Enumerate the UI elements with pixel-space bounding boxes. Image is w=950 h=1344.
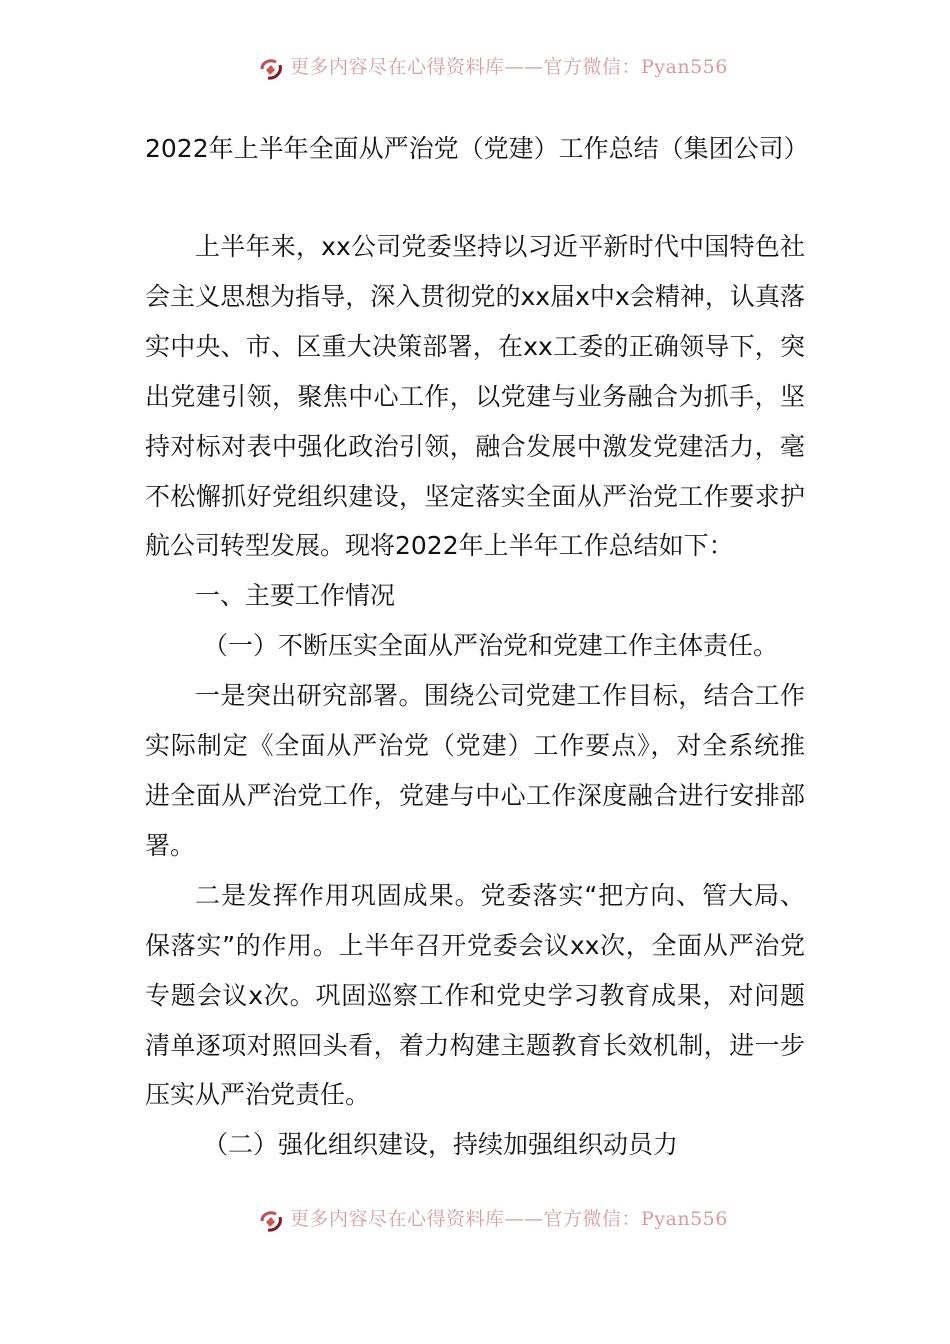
subsection-heading: （一）不断压实全面从严治党和党建工作主体责任。 [203, 631, 779, 661]
watermark-text: 更多内容尽在心得资料库——官方微信：Pyan556 [290, 55, 728, 78]
body-paragraph: 一是突出研究部署。围绕公司党建工作目标，结合工作实际制定《全面从严治党（党建）工作要点》，对全系统推进全面从严治党工作，党建与中心工作深度融合进行安排部署。 [145, 681, 805, 860]
subsection-heading: （二）强化组织建设，持续加强组织动员力 [203, 1130, 679, 1160]
watermark-text: 更多内容尽在心得资料库——官方微信：Pyan556 [290, 1207, 728, 1230]
section-heading: 一、主要工作情况 [195, 581, 396, 611]
document-body [145, 222, 805, 1170]
body-paragraph: 二是发挥作用巩固成果。党委落实“把方向、管大局、保落实”的作用。上半年召开党委会议xx次，全面从严治党专题会议x次。巩固巡察工作和党史学习教育成果，对问题清单逐项对照回头看，着力构建主题教育长效机制，进一步压实从严治党责任。 [145, 880, 805, 1110]
brand-logo-icon [258, 1208, 284, 1234]
brand-logo-icon [258, 56, 284, 82]
watermark-header [258, 54, 778, 84]
document-title: 2022年上半年全面从严治党（党建）工作总结（集团公司） [145, 134, 809, 163]
intro-paragraph: 上半年来，xx公司党委坚持以习近平新时代中国特色社会主义思想为指导，深入贯彻党的xx届x中x会精神，认真落实中央、市、区重大决策部署，在xx工委的正确领导下，突出党建引领，聚焦中心工作，以党建与业务融合为抓手，坚持对标对表中强化政治引领，融合发展中激发党建活力，毫不松懈抓好党组织建设，坚定落实全面从严治党工作要求护航公司转型发展。现将2022年上半年工作总结如下： [145, 232, 805, 561]
watermark-footer [258, 1206, 778, 1236]
